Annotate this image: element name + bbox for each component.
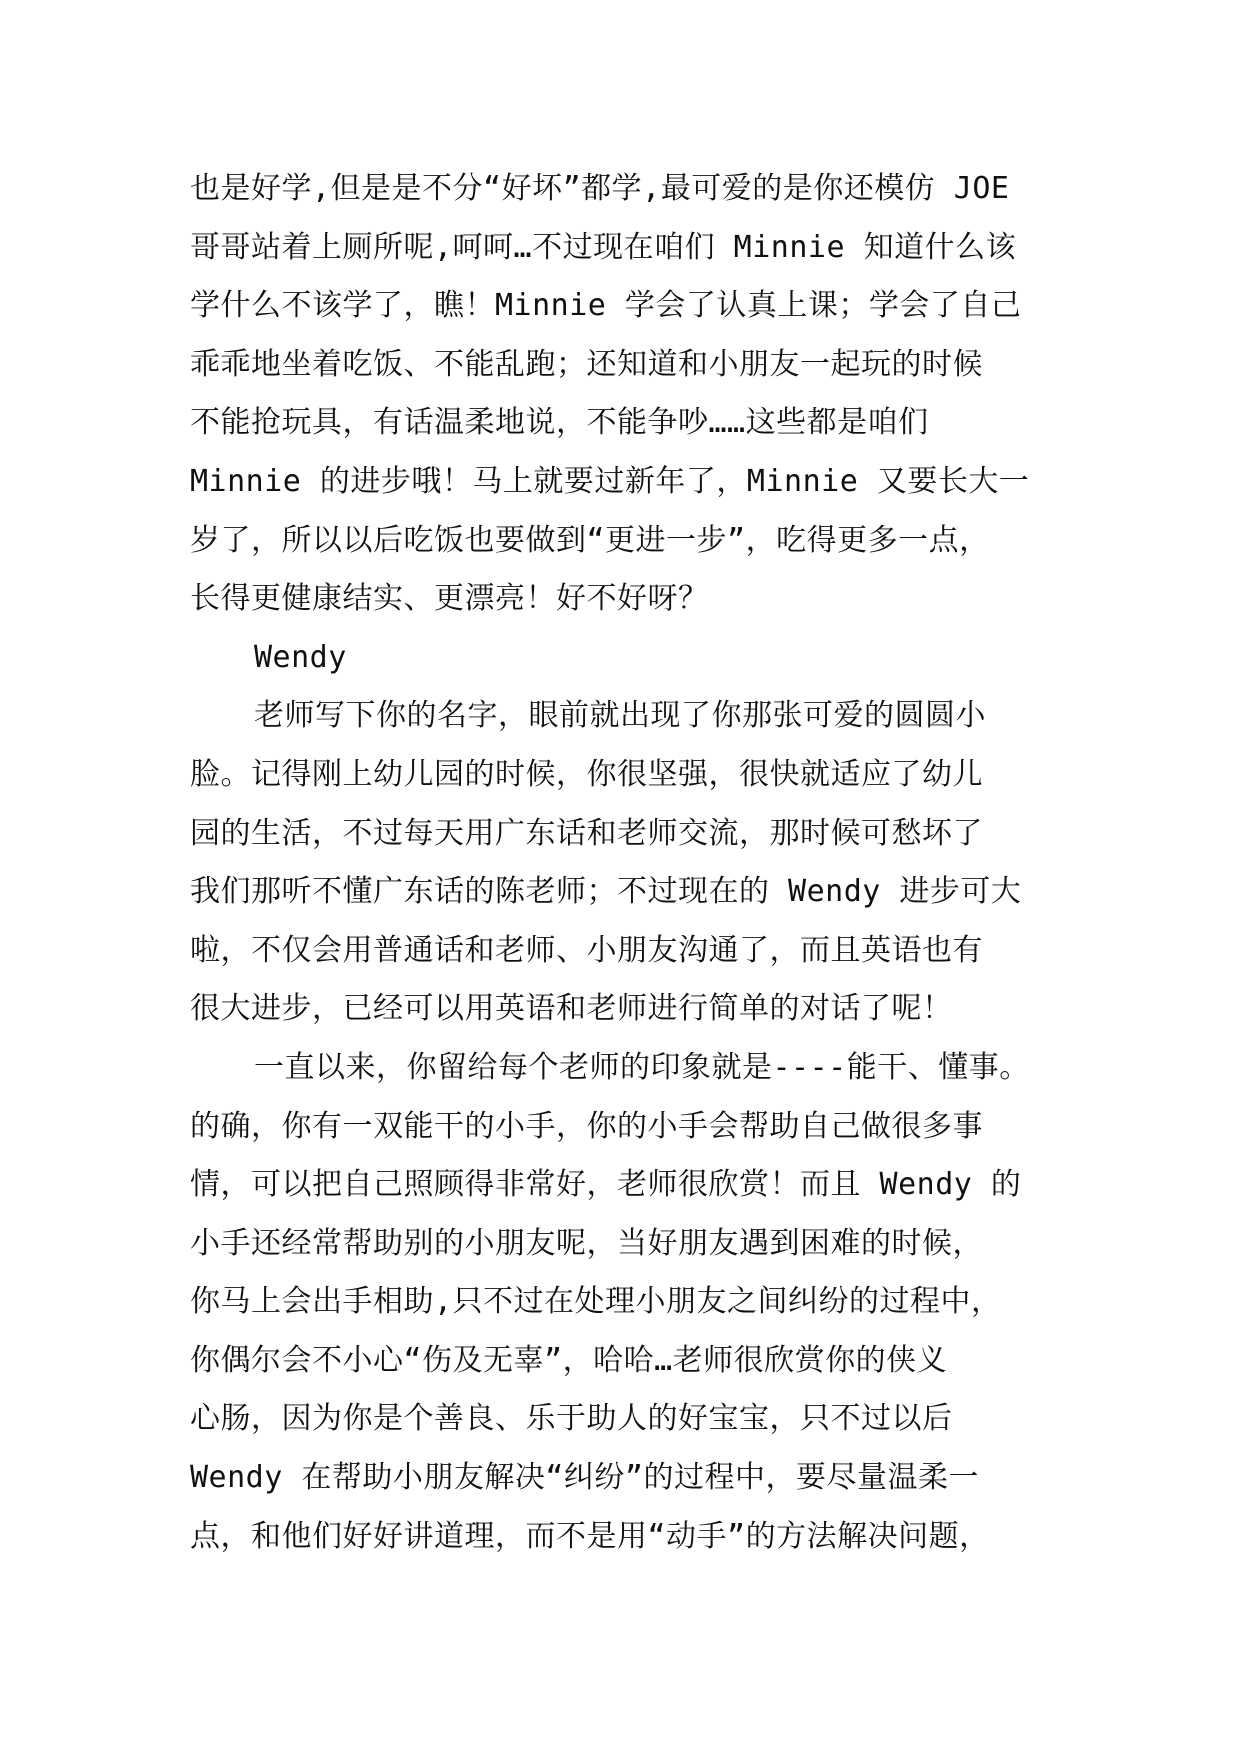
text-line: Wendy [254, 639, 347, 675]
document-page [190, 160, 1060, 1566]
text-line: 不能抢玩具，有话温柔地说，不能争吵……这些都是咱们 [190, 405, 929, 441]
document-body [190, 160, 1060, 1566]
text-line: 情，可以把自己照顾得非常好，老师很欣赏！而且 Wendy 的 [190, 1167, 1022, 1203]
text-line: 学什么不该学了，瞧！Minnie 学会了认真上课；学会了自己 [190, 288, 1022, 324]
text-line: 心肠，因为你是个善良、乐于助人的好宝宝，只不过以后 [190, 1401, 953, 1437]
text-line: 长得更健康结实、更漂亮！好不好呀？ [190, 581, 709, 617]
text-line: 很大进步，已经可以用英语和老师进行简单的对话了呢！ [190, 991, 953, 1027]
text-line: 小手还经常帮助别的小朋友呢，当好朋友遇到困难的时候， [190, 1225, 983, 1261]
text-line: Minnie 的进步哦！马上就要过新年了，Minnie 又要长大一 [190, 463, 1030, 499]
text-line: 乖乖地坐着吃饭、不能乱跑；还知道和小朋友一起玩的时候 [190, 346, 983, 382]
text-line: 脸。记得刚上幼儿园的时候，你很坚强，很快就适应了幼儿 [190, 756, 983, 792]
text-line: 园的生活，不过每天用广东话和老师交流，那时候可愁坏了 [190, 815, 983, 851]
text-line: 老师写下你的名字，眼前就出现了你那张可爱的圆圆小 [254, 698, 986, 734]
text-line: 哥哥站着上厕所呢,呵呵…不过现在咱们 Minnie 知道什么该 [190, 229, 1017, 265]
text-line: Wendy 在帮助小朋友解决“纠纷”的过程中，要尽量温柔一 [190, 1460, 979, 1496]
text-line: 点，和他们好好讲道理，而不是用“动手”的方法解决问题， [190, 1518, 990, 1554]
text-line: 也是好学,但是是不分“好坏”都学,最可爱的是你还模仿 JOE [190, 171, 1010, 206]
text-line: 岁了，所以以后吃饭也要做到“更进一步”，吃得更多一点， [190, 522, 990, 558]
text-line: 啦，不仅会用普通话和老师、小朋友沟通了，而且英语也有 [190, 932, 983, 968]
text-line: 我们那听不懂广东话的陈老师；不过现在的 Wendy 进步可大 [190, 874, 1022, 910]
text-line: 你马上会出手相助,只不过在处理小朋友之间纠纷的过程中， [190, 1284, 1002, 1320]
text-line: 的确，你有一双能干的小手，你的小手会帮助自己做很多事 [190, 1108, 983, 1144]
text-line: 一直以来，你留给每个老师的印象就是----能干、懂事。 [254, 1049, 1030, 1085]
text-line: 你偶尔会不小心“伤及无辜”，哈哈…老师很欣赏你的侠义 [190, 1342, 948, 1378]
